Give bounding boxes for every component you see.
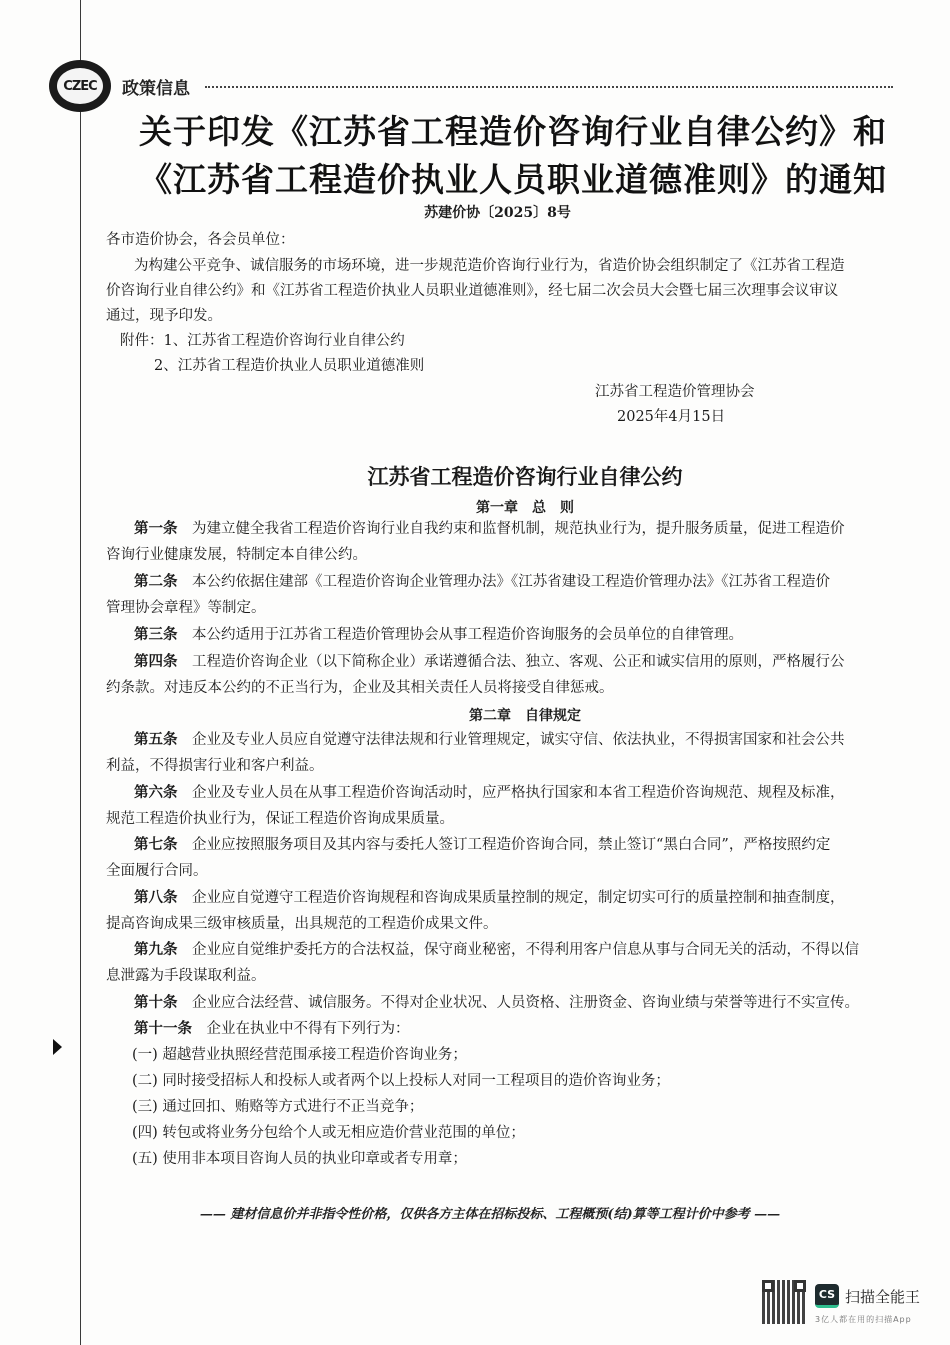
- article: [134, 1017, 410, 1042]
- article-number: 第十一条: [134, 1021, 192, 1037]
- article-text: 企业应自觉遵守工程造价咨询规程和咨询成果质量控制的规定，制定切实可行的质量控制和抽查制度，: [192, 890, 845, 906]
- notice-body-line: 为构建公平竞争、诚信服务的市场环境，进一步规范造价咨询行业行为，省造价协会组织制定了《江苏省工程造: [134, 258, 845, 274]
- article-text: 息泄露为手段谋取利益。: [106, 968, 266, 984]
- section-tag: 政策信息: [122, 79, 190, 99]
- article-text: 工程造价咨询企业（以下简称企业）承诺遵循合法、独立、客观、公正和诚实信用的原则，严格履行公: [192, 654, 845, 670]
- article-text: 企业应自觉维护委托方的合法权益，保守商业秘密，不得利用客户信息从事与合同无关的活动，不得以信: [192, 942, 859, 958]
- attachment-item: 1、江苏省工程造价咨询行业自律公约: [163, 333, 405, 349]
- article-number: 第四条: [134, 654, 178, 670]
- prohibition-item: (四) 转包或将业务分包给个人或无相应造价营业范围的单位；: [132, 1125, 525, 1141]
- article-text: 提高咨询成果三级审核质量，出具规范的工程造价成果文件。: [106, 916, 498, 932]
- article-number: 第六条: [134, 785, 178, 801]
- article: [134, 991, 859, 1016]
- article-text: 企业在执业中不得有下列行为：: [206, 1021, 410, 1037]
- article-text: 本公约适用于江苏省工程造价管理协会从事工程造价咨询服务的会员单位的自律管理。: [192, 627, 743, 643]
- article-text: 利益，不得损害行业和客户利益。: [106, 758, 324, 774]
- article: [134, 781, 845, 806]
- attachment-item: 2、江苏省工程造价执业人员职业道德准则: [154, 358, 425, 374]
- page-marker-icon: [53, 1039, 62, 1055]
- article: [134, 886, 845, 911]
- attachments: [120, 329, 405, 354]
- issue-date: 2025年4月15日: [617, 409, 726, 425]
- article: [134, 623, 743, 648]
- document-number: 苏建价协〔2025〕8号: [424, 205, 571, 221]
- article: [134, 517, 845, 542]
- article-text: 企业应按照服务项目及其内容与委托人签订工程造价咨询合同，禁止签订“黑白合同”，严格按照约定: [192, 837, 831, 853]
- prohibition-item: (三) 通过回扣、贿赂等方式进行不正当竞争；: [132, 1099, 424, 1115]
- article-number: 第一条: [134, 521, 178, 537]
- footer-note: —— 建材信息价并非指令性价格，仅供各方主体在招标投标、工程概预(结)算等工程计价中参考 ——: [199, 1207, 781, 1222]
- article-text: 为建立健全我省工程造价咨询行业自我约束和监督机制，规范执业行为，提升服务质量，促进工程造价: [192, 521, 845, 537]
- article: [134, 938, 859, 963]
- article-text: 企业应合法经营、诚信服务。不得对企业状况、人员资格、注册资金、咨询业绩与荣誉等进行不实宣传。: [192, 995, 859, 1011]
- chapter-heading: 第二章 自律规定: [469, 708, 581, 724]
- prohibition-item: (一) 超越营业执照经营范围承接工程造价咨询业务；: [132, 1047, 467, 1063]
- article-number: 第七条: [134, 837, 178, 853]
- article-text: 管理协会章程》等制定。: [106, 600, 266, 616]
- article-text: 企业及专业人员在从事工程造价咨询活动时，应严格执行国家和本省工程造价咨询规范、规程及标准，: [192, 785, 845, 801]
- camscanner-icon: CS: [815, 1284, 839, 1308]
- article-text: 约条款。对违反本公约的不正当行为，企业及其相关责任人员将接受自律惩戒。: [106, 680, 614, 696]
- article-number: 第二条: [134, 574, 178, 590]
- notice-title-line-1: 关于印发《江苏省工程造价咨询行业自律公约》和: [139, 112, 887, 151]
- article: [134, 833, 830, 858]
- prohibition-item: (五) 使用非本项目咨询人员的执业印章或者专用章；: [132, 1151, 467, 1167]
- article-text: 咨询行业健康发展，特制定本自律公约。: [106, 547, 367, 563]
- article-number: 第八条: [134, 890, 178, 906]
- prohibition-item: (二) 同时接受招标人和投标人或者两个以上投标人对同一工程项目的造价咨询业务；: [132, 1073, 670, 1089]
- article-number: 第十条: [134, 995, 178, 1011]
- article-number: 第九条: [134, 942, 178, 958]
- article-text: 本公约依据住建部《工程造价咨询企业管理办法》《江苏省建设工程造价管理办法》《江苏省工程造价: [192, 574, 830, 590]
- chapter-heading: 第一章 总 则: [476, 500, 574, 516]
- article-text: 企业及专业人员应自觉遵守法律法规和行业管理规定，诚实守信、依法执业，不得损害国家和社会公共: [192, 732, 845, 748]
- notice-title-line-2: 《江苏省工程造价执业人员职业道德准则》的通知: [139, 160, 887, 199]
- association-logo: [49, 60, 111, 112]
- header-dotted-rule: [205, 86, 893, 88]
- scanner-tagline: 3亿人都在用的扫描App: [815, 1315, 912, 1324]
- article-number: 第五条: [134, 732, 178, 748]
- article-text: 全面履行合同。: [106, 863, 208, 879]
- scanner-watermark: [762, 1280, 942, 1332]
- scanner-app-name: 扫描全能王: [845, 1288, 921, 1306]
- article: [134, 650, 845, 675]
- logo-text: CZEC: [55, 66, 105, 106]
- convention-title: 江苏省工程造价咨询行业自律公约: [367, 465, 683, 489]
- article-number: 第三条: [134, 627, 178, 643]
- salutation: 各市造价协会，各会员单位：: [106, 232, 295, 248]
- attachments-label: 附件：: [120, 333, 164, 349]
- article: [134, 570, 830, 595]
- issuer: 江苏省工程造价管理协会: [595, 384, 755, 400]
- article-text: 规范工程造价执业行为，保证工程造价咨询成果质量。: [106, 811, 454, 827]
- notice-body-line: 通过，现予印发。: [106, 308, 222, 324]
- notice-body-line: 价咨询行业自律公约》和《江苏省工程造价执业人员职业道德准则》，经七届二次会员大会暨七届三次理事会议审议: [106, 283, 839, 299]
- qr-code-icon: [762, 1280, 806, 1324]
- article: [134, 728, 845, 753]
